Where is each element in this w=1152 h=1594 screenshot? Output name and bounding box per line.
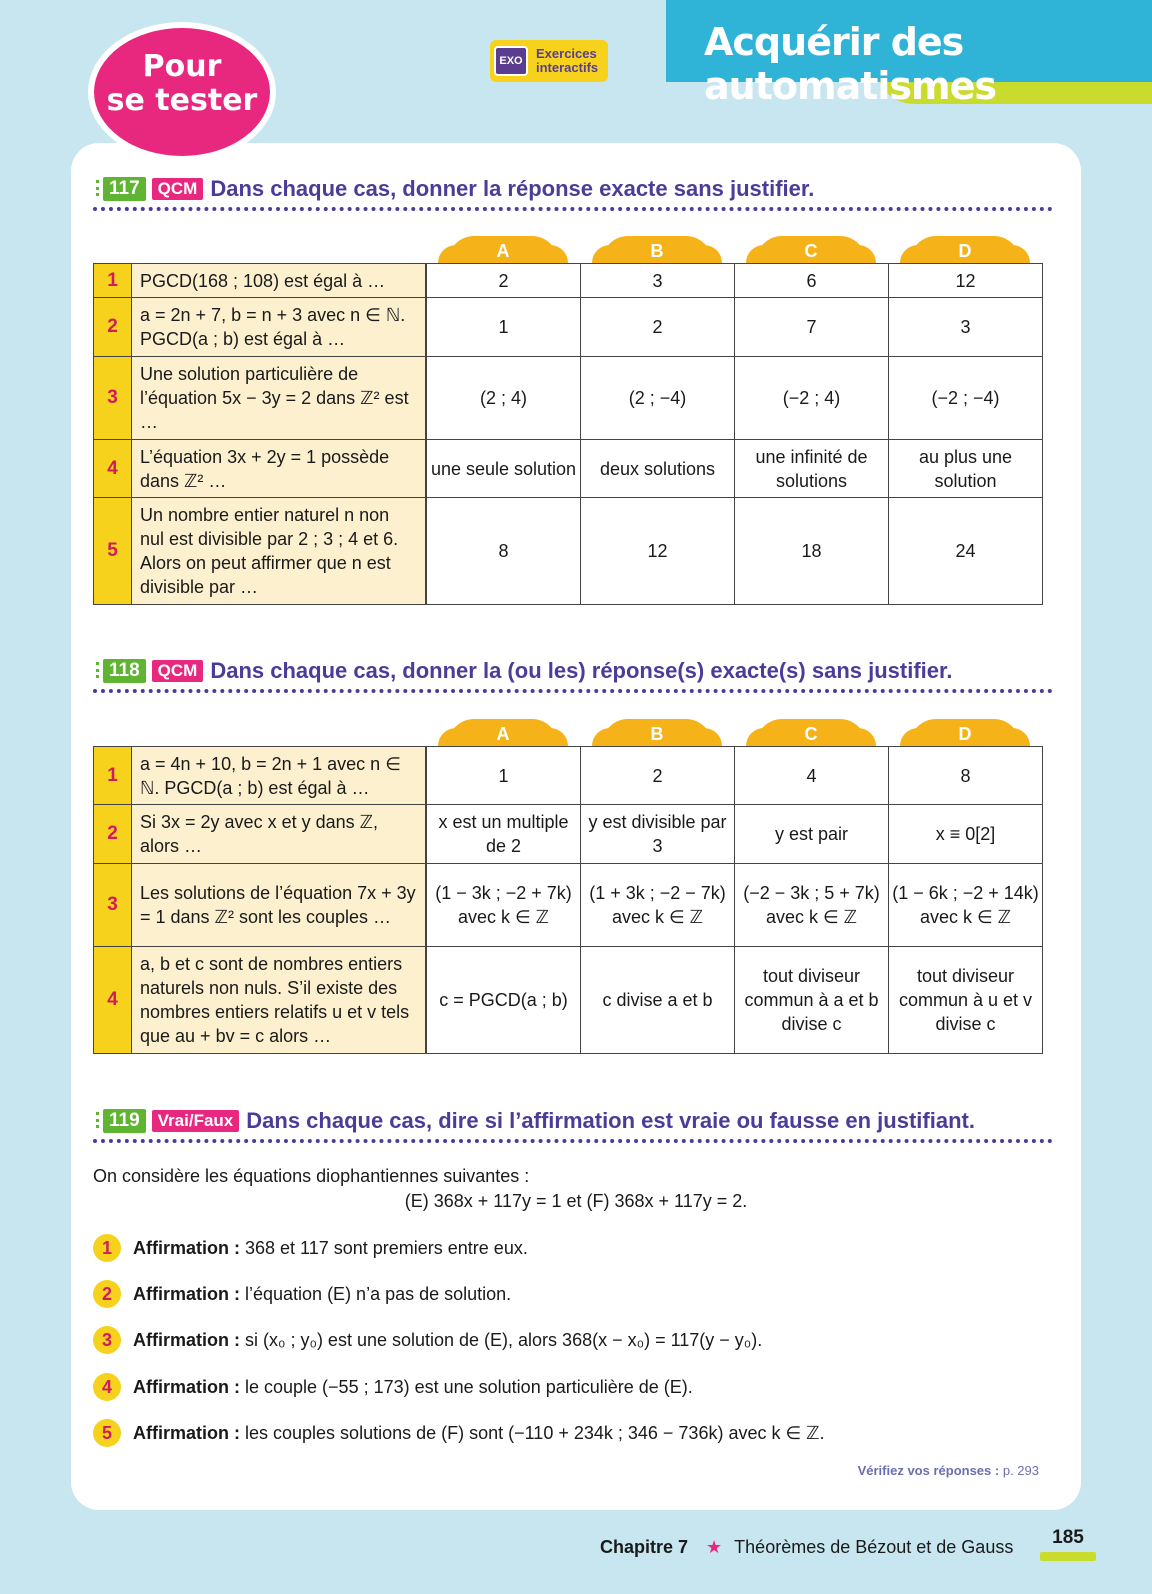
exo-label-line-1: Exercices <box>536 46 597 61</box>
question-number: 5 <box>94 498 132 605</box>
answer-b: y est divisible par 3 <box>581 805 735 864</box>
question-text: PGCD(168 ; 108) est égal à … <box>132 264 426 298</box>
verify-page: p. 293 <box>1002 1463 1039 1478</box>
table-row <box>94 440 1043 498</box>
answer-d: au plus une solution <box>889 440 1043 498</box>
affirmation-number: 5 <box>93 1419 121 1447</box>
question-text: Une solution particulière de l’équation 5x − 3y = 2 dans ℤ² est … <box>132 357 426 440</box>
answer-d: tout diviseur commun à u et v divise c <box>889 947 1043 1054</box>
column-header-b: B <box>580 236 734 263</box>
table-row <box>94 264 1043 298</box>
answer-column-headers <box>426 719 1042 746</box>
answer-b: c divise a et b <box>581 947 735 1054</box>
exercise-number: 117 <box>103 177 146 201</box>
pour-se-tester-badge <box>88 22 276 162</box>
affirmation-number: 2 <box>93 1280 121 1308</box>
badge-line-1: Pour <box>142 49 222 84</box>
answer-c: 4 <box>735 747 889 805</box>
answer-a: 1 <box>427 298 581 357</box>
chapter-subject: Théorèmes de Bézout et de Gauss <box>734 1537 1014 1557</box>
question-number: 3 <box>94 357 132 440</box>
badge-line-2: se tester <box>106 83 258 118</box>
question-text: L’équation 3x + 2y = 1 possède dans ℤ² … <box>132 440 426 498</box>
qcm-117-table <box>93 263 1043 605</box>
affirmation-text: si (x₀ ; y₀) est une solution de (E), alors 368(x − x₀) = 117(y − y₀). <box>245 1329 763 1350</box>
question-number: 4 <box>94 440 132 498</box>
table-row <box>94 357 1043 440</box>
exercise-card <box>71 143 1081 1510</box>
qcm-118-table <box>93 746 1043 1054</box>
answer-d: 3 <box>889 298 1043 357</box>
table-row <box>94 298 1043 357</box>
answer-c: 6 <box>735 264 889 298</box>
answer-a: une seule solution <box>427 440 581 498</box>
question-text: a, b et c sont de nombres entiers naturels non nuls. S’il existe des nombres entiers relatifs u et v tels que au + bv = c alors … <box>132 947 426 1054</box>
affirmation-item <box>93 1326 762 1354</box>
table-row <box>94 947 1043 1054</box>
answer-a: x est un multiple de 2 <box>427 805 581 864</box>
answer-d: (1 − 6k ; −2 + 14k) avec k ∈ ℤ <box>889 864 1043 947</box>
answer-b: (2 ; −4) <box>581 357 735 440</box>
exercise-tag: Vrai/Faux <box>152 1110 240 1132</box>
exercise-title: Dans chaque cas, donner la réponse exacte sans justifier. <box>210 176 815 201</box>
affirmation-text: l’équation (E) n’a pas de solution. <box>245 1283 512 1304</box>
exercise-117-header <box>103 176 814 202</box>
column-header-d: D <box>888 719 1042 746</box>
answer-b: deux solutions <box>581 440 735 498</box>
dotted-divider <box>93 689 1053 693</box>
table-row <box>94 805 1043 864</box>
question-number: 2 <box>94 298 132 357</box>
dotted-divider <box>93 207 1053 211</box>
exercise-tag: QCM <box>152 660 204 682</box>
answer-c: une infinité de solutions <box>735 440 889 498</box>
exercise-118-header <box>103 658 952 684</box>
exo-label-line-2: interactifs <box>536 60 599 75</box>
column-header-c: C <box>734 719 888 746</box>
answer-a: c = PGCD(a ; b) <box>427 947 581 1054</box>
answer-b: 12 <box>581 498 735 605</box>
affirmation-number: 3 <box>93 1326 121 1354</box>
answer-a: 1 <box>427 747 581 805</box>
answer-b: (1 + 3k ; −2 − 7k) avec k ∈ ℤ <box>581 864 735 947</box>
interactive-exercises-link[interactable] <box>490 40 608 82</box>
answer-c: tout diviseur commun à a et b divise c <box>735 947 889 1054</box>
answer-c: 18 <box>735 498 889 605</box>
question-number: 1 <box>94 264 132 298</box>
column-header-c: C <box>734 236 888 263</box>
column-header-b: B <box>580 719 734 746</box>
affirmation-item <box>93 1234 528 1262</box>
answer-c: (−2 ; 4) <box>735 357 889 440</box>
verify-answers-link[interactable] <box>858 1463 1039 1478</box>
affirmation-text: 368 et 117 sont premiers entre eux. <box>245 1237 528 1258</box>
answer-b: 3 <box>581 264 735 298</box>
exercise-intro: On considère les équations diophantiennes suivantes : <box>93 1166 530 1186</box>
answer-c: y est pair <box>735 805 889 864</box>
exercise-number: 119 <box>103 1109 146 1133</box>
exercise-title: Dans chaque cas, dire si l’affirmation est vraie ou fausse en justifiant. <box>246 1108 975 1133</box>
star-icon: ★ <box>706 1537 723 1557</box>
table-row <box>94 864 1043 947</box>
table-row <box>94 498 1043 605</box>
exercise-tag: QCM <box>152 178 204 200</box>
affirmation-label: Affirmation : <box>133 1422 240 1443</box>
affirmation-item <box>93 1419 825 1447</box>
answer-column-headers <box>426 236 1042 263</box>
answer-d: x ≡ 0[2] <box>889 805 1043 864</box>
question-number: 4 <box>94 947 132 1054</box>
affirmation-text: le couple (−55 ; 173) est une solution particulière de (E). <box>245 1376 693 1397</box>
column-header-a: A <box>426 719 580 746</box>
exercise-119-header <box>103 1108 975 1134</box>
chapter-section-banner <box>666 0 1152 108</box>
answer-d: 8 <box>889 747 1043 805</box>
question-text: a = 2n + 7, b = n + 3 avec n ∈ ℕ. PGCD(a ; b) est égal à … <box>132 298 426 357</box>
answer-d: 24 <box>889 498 1043 605</box>
answer-c: (−2 − 3k ; 5 + 7k) avec k ∈ ℤ <box>735 864 889 947</box>
question-number: 1 <box>94 747 132 805</box>
affirmation-label: Affirmation : <box>133 1283 240 1304</box>
answer-a: (1 − 3k ; −2 + 7k) avec k ∈ ℤ <box>427 864 581 947</box>
answer-a: (2 ; 4) <box>427 357 581 440</box>
answer-a: 2 <box>427 264 581 298</box>
question-text: Les solutions de l’équation 7x + 3y = 1 dans ℤ² sont les couples … <box>132 864 426 947</box>
dotted-divider <box>93 1139 1053 1143</box>
column-header-a: A <box>426 236 580 263</box>
affirmation-item <box>93 1280 511 1308</box>
equations-line: (E) 368x + 117y = 1 et (F) 368x + 117y = 2. <box>404 1191 748 1211</box>
affirmation-item <box>93 1373 693 1401</box>
table-row <box>94 747 1043 805</box>
question-number: 3 <box>94 864 132 947</box>
answer-c: 7 <box>735 298 889 357</box>
answer-a: 8 <box>427 498 581 605</box>
affirmation-text: les couples solutions de (F) sont (−110 + 234k ; 346 − 736k) avec k ∈ ℤ. <box>245 1422 825 1443</box>
affirmation-label: Affirmation : <box>133 1376 240 1397</box>
exercise-number: 118 <box>103 659 146 683</box>
affirmation-label: Affirmation : <box>133 1329 240 1350</box>
section-title: Acquérir des automatismes <box>704 20 996 108</box>
chapter-label: Chapitre 7 <box>600 1537 689 1557</box>
answer-d: (−2 ; −4) <box>889 357 1043 440</box>
question-text: a = 4n + 10, b = 2n + 1 avec n ∈ ℕ. PGCD(a ; b) est égal à … <box>132 747 426 805</box>
affirmation-number: 1 <box>93 1234 121 1262</box>
exo-label <box>536 47 598 75</box>
page-number: 185 <box>1040 1527 1096 1559</box>
question-text: Un nombre entier naturel n non nul est divisible par 2 ; 3 ; 4 et 6. Alors on peut affirmer que n est divisible par … <box>132 498 426 605</box>
question-text: Si 3x = 2y avec x et y dans ℤ, alors … <box>132 805 426 864</box>
question-number: 2 <box>94 805 132 864</box>
exo-screen-icon: EXO <box>494 46 528 76</box>
verify-label: Vérifiez vos réponses : <box>857 1463 1000 1478</box>
affirmation-label: Affirmation : <box>133 1237 240 1258</box>
answer-b: 2 <box>581 747 735 805</box>
page-footer <box>600 1537 1013 1558</box>
affirmation-number: 4 <box>93 1373 121 1401</box>
column-header-d: D <box>888 236 1042 263</box>
answer-d: 12 <box>889 264 1043 298</box>
exercise-title: Dans chaque cas, donner la (ou les) réponse(s) exacte(s) sans justifier. <box>210 658 953 683</box>
answer-b: 2 <box>581 298 735 357</box>
